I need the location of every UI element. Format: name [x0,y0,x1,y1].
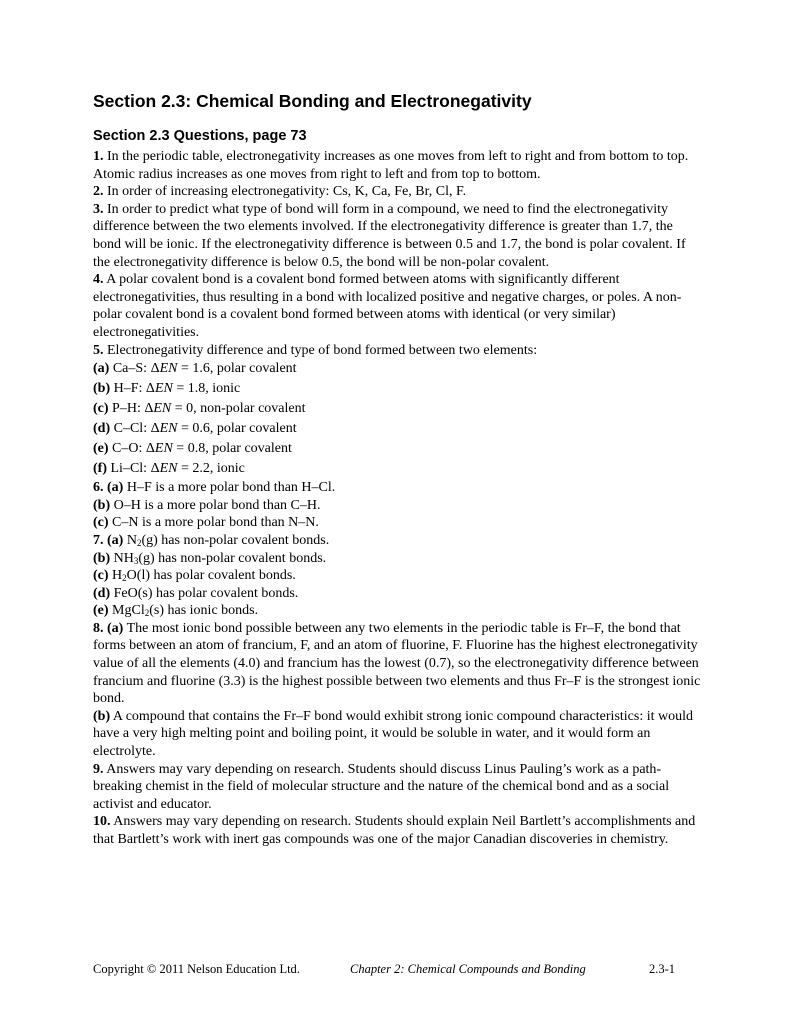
item-label: (b) [93,381,111,397]
item-label: (b) [93,550,111,566]
footer-copyright: Copyright © 2011 Nelson Education Ltd. [93,962,300,976]
answer-5a [93,359,703,379]
section-subheading: Section 2.3 Questions, page 73 [93,128,307,144]
delta-symbol: Δ [150,361,160,377]
item-label: (a) [107,532,124,548]
answer-number: 1. [93,149,104,164]
item-text: (g) has non-polar covalent bonds. [141,532,330,548]
page-footer [93,962,693,980]
answer-number: 3. [93,201,104,217]
formula: MgCl [112,603,145,619]
item-text: (s) has ionic bonds. [149,603,259,619]
answer-number: 2. [93,184,104,200]
footer-chapter: Chapter 2: Chemical Compounds and Bonding [350,962,586,976]
element-pair: C–O: [112,441,143,457]
answer-number: 6. [93,480,104,496]
item-label: (c) [93,401,109,417]
answer-text: Answers may vary depending on research. Students should discuss Linus Pauling’s work as a path-breaking chemist in the field of molecular structure and the nature of the chemical bond and as a social activist and educator. [93,761,670,812]
answer-7d [93,585,703,603]
item-result: = 0.8, polar covalent [172,441,292,457]
item-text: O–H is a more polar bond than C–H. [113,497,321,513]
item-text: H–F is a more polar bond than H–Cl. [126,480,336,496]
element-pair: H–F: [113,381,143,397]
answer-text: In the periodic table, electronegativity increases as one moves from left to right and from bottom to top. Atomic radius increases as one moves from right to left and from top to bottom. [93,149,689,182]
answer-2 [93,183,703,201]
answer-7b [93,550,703,568]
item-label: (d) [93,421,111,437]
answer-6b [93,497,703,515]
item-text: FeO(s) has polar covalent bonds. [113,585,299,601]
item-label: (c) [93,568,109,584]
item-label: (b) [93,497,111,513]
answer-5d [93,419,703,439]
item-result: = 2.2, ionic [177,461,245,477]
answer-4 [93,271,703,341]
formula-subscript: 2 [122,573,127,584]
answer-text: In order to predict what type of bond will form in a compound, we need to find the electronegativity difference between the two elements involved. If the electronegativity difference is greater than 1.7, the bond will be ionic. If the electronegativity difference is between 0.5 and 1.7, the bond is polar covalent. If the electronegativity difference is below 0.5, the bond will be non-polar covalent. [93,201,686,270]
answer-5 [93,342,703,360]
answer-3 [93,201,703,271]
answer-number: 7. [93,532,104,548]
element-pair: P–H: [112,401,141,417]
answer-number: 10. [93,814,111,830]
item-text: A compound that contains the Fr–F bond would exhibit strong ionic compound characteristics: it would have a very high melting point and boiling point, it would be soluble in water, and it would form an electrolyte. [93,708,693,760]
delta-symbol: Δ [145,381,155,397]
item-text: O(l) has polar covalent bonds. [126,568,296,584]
item-result: = 1.8, ionic [172,381,241,397]
answer-5c [93,399,703,419]
en-symbol: EN [159,421,178,437]
formula: NH [113,550,134,566]
answers-body [93,148,703,849]
item-text: The most ionic bond possible between any two elements in the periodic table is Fr–F, the bond that forms between an atom of francium, F, and an atom of fluorine, F. Fluorine has the highest electronegativity value of all the elements (4.0) and francium has the lowest (0.7), so the electronegativity difference between francium and fluorine (3.3) is the highest possible between two elements and thus Fr–F is the strongest ionic bond. [93,620,701,707]
formula: N [126,532,137,548]
answer-9 [93,761,703,814]
answer-number: 5. [93,342,104,358]
item-label: (f) [93,461,107,477]
formula-subscript: 2 [136,537,142,548]
answer-7a [93,532,703,550]
answer-7c [93,567,703,585]
item-label: (d) [93,585,111,601]
answer-text: In order of increasing electronegativity: Cs, K, Ca, Fe, Br, Cl, F. [107,184,467,200]
answer-number: 8. [93,620,104,636]
item-result: = 0.6, polar covalent [177,421,297,437]
delta-symbol: Δ [150,421,160,437]
answer-8a [93,620,703,708]
delta-symbol: Δ [145,441,155,457]
en-symbol: EN [159,461,178,477]
item-text: (g) has non-polar covalent bonds. [138,550,327,566]
answer-5b [93,379,703,399]
answer-text: A polar covalent bond is a covalent bond formed between atoms with significantly different electronegativities, thus resulting in a bond with localized positive and negative charges, or poles. A non-polar covalent bond is a covalent bond formed between atoms with identical (or very similar) electronegativities. [93,272,682,340]
answer-text: Answers may vary depending on research. Students should explain Neil Bartlett’s accomplishments and that Bartlett’s work with inert gas compounds was one of the major Canadian discoveries in chemistry. [93,814,696,847]
answer-6a [93,479,703,497]
item-label: (e) [93,603,109,619]
element-pair: C–Cl: [113,421,148,437]
item-label: (a) [107,480,124,496]
formula-subscript: 3 [133,555,139,566]
formula-subscript: 2 [144,608,150,619]
item-label: (a) [107,620,124,636]
answer-8b [93,708,703,761]
item-label: (a) [93,361,110,377]
page-title: Section 2.3: Chemical Bonding and Electronegativity [93,91,532,111]
answer-7e [93,602,703,620]
en-symbol: EN [153,401,172,417]
answer-number: 9. [93,761,104,777]
item-result: = 0, non-polar covalent [171,401,306,417]
en-symbol: EN [154,381,173,397]
answer-1 [93,148,703,183]
answer-6c [93,514,703,532]
answer-5e [93,439,703,459]
element-pair: Li–Cl: [110,461,148,477]
en-symbol: EN [159,361,178,377]
item-label: (b) [93,708,111,724]
item-text: C–N is a more polar bond than N–N. [112,515,319,531]
en-symbol: EN [154,441,173,457]
item-label: (e) [93,441,109,457]
answer-10 [93,813,703,848]
footer-page-number: 2.3-1 [649,962,676,976]
item-label: (c) [93,515,109,531]
answer-text: Electronegativity difference and type of bond formed between two elements: [107,342,538,358]
answer-5f [93,459,703,479]
delta-symbol: Δ [150,461,160,477]
formula: H [112,568,123,584]
answer-number: 4. [93,272,104,288]
delta-symbol: Δ [144,401,154,417]
element-pair: Ca–S: [112,361,148,377]
item-result: = 1.6, polar covalent [177,361,297,377]
